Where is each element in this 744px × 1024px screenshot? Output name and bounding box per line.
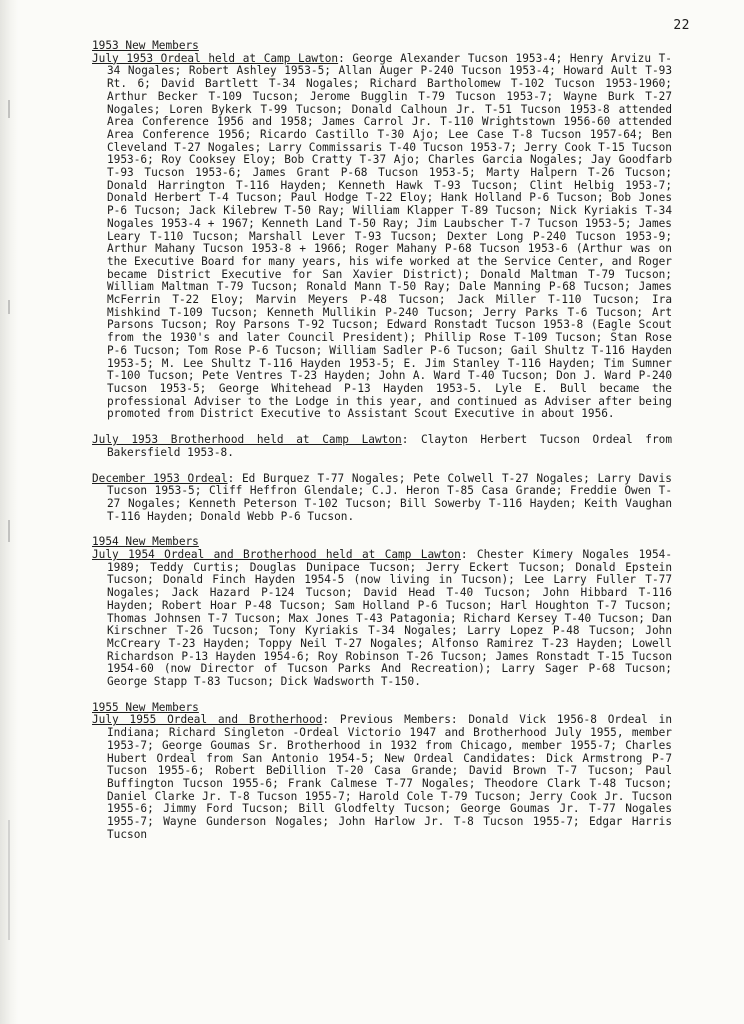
member-text: : George Alexander Tucson 1953-4; Henry Arvizu T-34 Nogales; Robert Ashley 1953-5; Allan Auger P-240 Tucson 1953-4; Howard Ault T-93 Rt. 6; David Bartlett T-34 Nogales; Richard Bartholomew T-102 Tucson 1953-1960; Arthur Becker T-109 Tucson; Jerome Bugglin T-79 Tucson 1953-7; Wayne Burk T-27 Nogales; Loren Bykerk T-99 Tucson; Donald Calhoun Jr. T-51 Tucson 1953-8 attended Area Conference 1956 and 1958; James Carrol Jr. T-110 Wrightstown 1956-60 attended Area Conference 1956; Ricardo Castillo T-30 Ajo; Lee Case T-8 Tucson 1957-64; Ben Cleveland T-27 Nogales; Larry Commissaris T-40 Tucson 1953-7; Jerry Cook T-15 Tucson 1953-6; Roy Cooksey Eloy; Bob Cratty T-37 Ajo; Charles Garcia Nogales; Jay Goodfarb T-93 Tucson 1953-6; James Grant P-68 Tucson 1953-5; Marty Halpern T-26 Tucson; Donald Harrington T-116 Hayden; Kenneth Hawk T-93 Tucson; Clint Helbig 1953-7; Donald Herbert T-4 Tucson; Paul Hodge T-22 Eloy; Hank Holland P-6 Tucson; Bob Jones P-6 Tucson; Jack Kilebrew T-50 Ray; William Klapper T-89 Tucson; Nick Kyriakis T-34 Nogales 1953-4 + 1967; Kenneth Land T-50 Ray; Jim Laubscher T-7 Tucson 1953-5; James Leary T-110 Tucson; Marshall Lever T-93 Tucson; Dexter Long P-240 Tucson 1953-9; Arthur Mahany Tucson 1953-8 + 1966; Roger Mahany P-68 Tucson 1953-6 (Arthur was on the Executive Board for many years, his wife worked at the Service Center, and Roger became District Executive for San Xavier District); Donald Maltman T-79 Tucson; William Maltman T-79 Tucson; Ronald Mann T-50 Ray; Dale Manning P-68 Tucson; James McFerrin T-22 Eloy; Marvin Meyers P-48 Tucson; Jack Miller T-110 Tucson; Ira Mishkind T-109 Tucson; Kenneth Mullikin P-240 Tucson; Jerry Parks T-6 Tucson; Art Parsons Tucson; Roy Parsons T-92 Tucson; Edward Ronstadt Tucson 1953-8 (Eagle Scout from the 1930's and later Council President); Phillip Rose T-109 Tucson; Stan Rose P-6 Tucson; Tom Rose P-6 Tucson; William Sadler P-6 Tucson; Gail Shultz T-116 Hayden 1953-5; M. Lee Shultz T-116 Hayden 1953-5; E. Jim Stanley T-116 Hayden; Tim Sumner T-100 Tucson; Pete Ventres T-23 Hayden; John A. Ward T-40 Tucson; Don J. Ward P-240 Tucson 1953-5; George Whitehead P-13 Hayden 1953-5. Lyle E. Bull became the professional Adviser to the Lodge in this year, and continued as Adviser after being promoted from District Executive to Assistant Scout Executive in about 1956. — [107, 51, 672, 421]
scan-mark — [8, 100, 10, 118]
member-list — [92, 53, 672, 421]
section-1953-ordeal — [92, 40, 672, 421]
scan-mark — [8, 820, 10, 940]
year-heading: 1953 New Members — [92, 39, 199, 52]
scan-mark — [8, 300, 10, 314]
event-heading: July 1954 Ordeal and Brotherhood held at Camp Lawton — [92, 548, 461, 562]
member-list — [92, 714, 672, 841]
event-heading: December 1953 Ordeal — [92, 471, 228, 485]
section-1955 — [92, 702, 672, 842]
member-text: : Ed Burquez T-77 Nogales; Pete Colwell T-27 Nogales; Larry Davis Tucson 1953-5; Cliff Heffron Glendale; C.J. Heron T-85 Casa Grande; Freddie Owen T-27 Nogales; Kenneth Peterson T-102 Tucson; Bill Sowerby T-116 Hayden; Keith Vaughan T-116 Hayden; Donald Webb P-6 Tucson. — [107, 471, 672, 523]
year-heading: 1955 New Members — [92, 700, 199, 714]
document-body — [92, 40, 672, 854]
event-heading: July 1953 Ordeal held at Camp Lawton — [92, 51, 339, 65]
member-text: : Previous Members: Donald Vick 1956-8 Ordeal in Indiana; Richard Singleton -Ordeal Victorio 1947 and Brotherhood July 1955, member 1953-7; George Goumas Sr. Brotherhood in 1932 from Chicago, member 1955-7; Charles Hubert Ordeal from San Antonio 1954-5; New Ordeal Candidates: Dick Armstrong P-7 Tucson 1955-6; Robert BeDillion T-20 Casa Grande; David Brown T-7 Tucson; Paul Buffington Tucson 1955-6; Frank Calmese T-77 Nogales; Theodore Clark T-48 Tucson; Daniel Clarke Jr. T-8 Tucson 1955-7; Harold Cole T-79 Tucson; Jerry Cook Jr. Tucson 1955-6; Jimmy Ford Tucson; Bill Glodfelty Tucson; George Goumas Jr. T-77 Nogales 1955-7; Wayne Gunderson Nogales; John Harlow Jr. T-8 Tucson 1955-7; Edgar Harris Tucson — [107, 713, 672, 841]
section-1953-brotherhood — [92, 434, 672, 459]
page-number: 22 — [673, 18, 690, 33]
member-list — [92, 473, 672, 524]
year-heading: 1954 New Members — [92, 535, 199, 549]
section-1953-december — [92, 473, 672, 524]
section-1954 — [92, 536, 672, 688]
scan-mark — [8, 520, 10, 542]
member-text: : Clayton Herbert Tucson Ordeal from Bakersfield 1953-8. — [107, 433, 672, 459]
member-list — [92, 549, 672, 689]
event-heading: July 1955 Ordeal and Brotherhood — [92, 713, 323, 727]
member-text: : Chester Kimery Nogales 1954-1989; Teddy Curtis; Douglas Dunipace Tucson; Jerry Eckert Tucson; Donald Epstein Tucson; Donald Finch Hayden 1954-5 (now living in Tucson); Lee Larry Fuller T-77 Nogales; Jack Hazard P-124 Tucson; David Head T-40 Tucson; John Hibbard T-116 Hayden; Robert Hoar P-48 Tucson; Sam Holland P-6 Tucson; Harl Houghton T-7 Tucson; Thomas Johnsen T-7 Tucson; Max Jones T-43 Patagonia; Richard Kersey T-40 Tucson; Dan Kirschner T-26 Tucson; Tony Kyriakis T-34 Nogales; Larry Lopez P-48 Tucson; John McCreary T-23 Hayden; Toppy Neil T-27 Nogales; Alfonso Ramirez T-23 Hayden; Lowell Richardson P-13 Hayden 1954-6; Roy Robinson T-26 Tucson; James Ronstadt T-15 Tucson 1954-60 (now Director of Tucson Parks And Recreation); Larry Sager P-68 Tucson; George Stapp T-83 Tucson; Dick Wadsworth T-150. — [107, 548, 673, 689]
event-heading: July 1953 Brotherhood held at Camp Lawton — [92, 433, 402, 447]
member-list — [92, 434, 672, 459]
